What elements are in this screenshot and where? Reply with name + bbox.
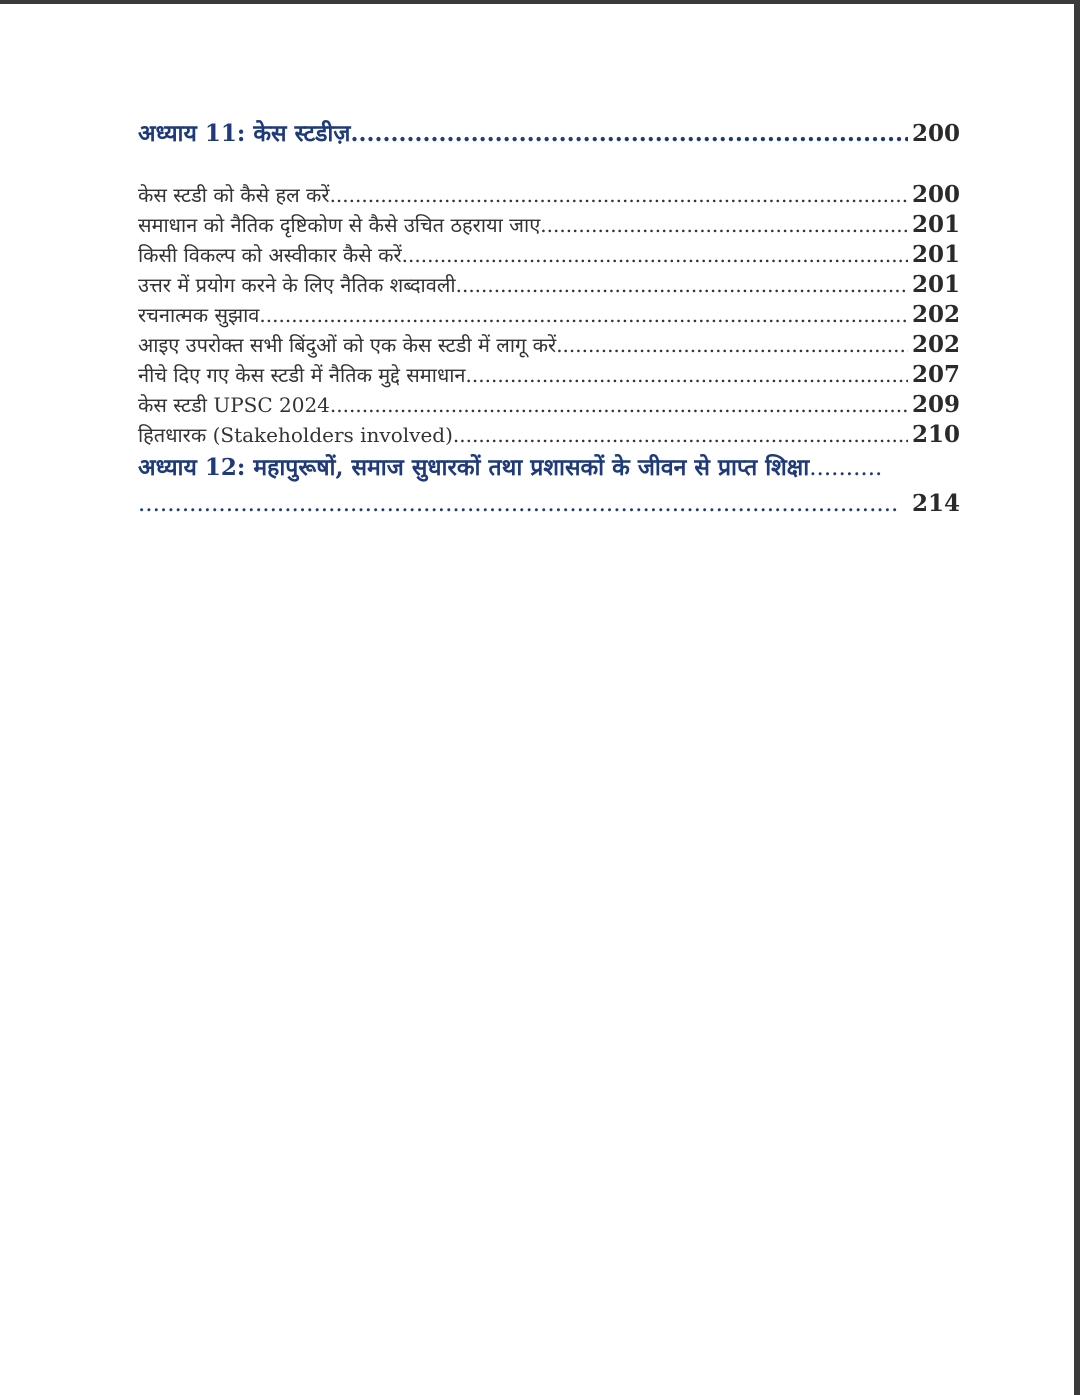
dot-leader: .......... [809, 455, 883, 481]
page-number: 202 [911, 331, 960, 358]
chapter-12-heading[interactable] [138, 450, 960, 522]
entry-title: उत्तर में प्रयोग करने के लिए नैतिक शब्दावली [138, 273, 456, 297]
page-number: 214 [911, 490, 960, 517]
dot-leader [453, 420, 908, 450]
page-frame-right [1074, 0, 1080, 1395]
dot-leader [466, 360, 908, 390]
page-number: 202 [911, 301, 960, 328]
chapter-11-heading[interactable] [138, 116, 960, 152]
dot-leader [556, 330, 908, 360]
entry-title: समाधान को नैतिक दृष्टिकोण से कैसे उचित ठहराया जाए [138, 213, 541, 237]
dot-leader [330, 390, 908, 420]
dot-leader [540, 210, 908, 240]
entry-title: किसी विकल्प को अस्वीकार कैसे करें [138, 243, 402, 267]
page-number: 200 [911, 120, 960, 147]
entry-title: नीचे दिए गए केस स्टडी में नैतिक मुद्दे समाधान [138, 363, 466, 387]
dot-leader [350, 116, 908, 152]
page-number: 201 [911, 241, 960, 268]
page-number: 201 [911, 211, 960, 238]
dot-leader [138, 486, 898, 522]
dot-leader [402, 240, 908, 270]
entry-title: केस स्टडी को कैसे हल करें [138, 183, 330, 207]
toc-entry[interactable] [138, 330, 960, 360]
table-of-contents [138, 116, 960, 522]
chapter-title-line [138, 450, 980, 486]
toc-entry[interactable] [138, 210, 960, 240]
toc-entry[interactable] [138, 270, 960, 300]
toc-entry[interactable] [138, 360, 960, 390]
toc-entry[interactable] [138, 180, 960, 210]
chapter-title: अध्याय 11: केस स्टडीज़ [138, 120, 351, 147]
spacer [138, 152, 960, 180]
page-number: 200 [911, 181, 960, 208]
chapter-leader-line [138, 486, 960, 522]
page-number: 209 [911, 391, 960, 418]
entry-title: केस स्टडी UPSC 2024 [138, 393, 330, 417]
entry-title: आइए उपरोक्त सभी बिंदुओं को एक केस स्टडी में लागू करें [138, 333, 557, 357]
entry-title: रचनात्मक सुझाव [138, 303, 260, 327]
chapter-title: अध्याय 12: महापुरूषों, समाज सुधारकों तथा प्रशासकों के जीवन से प्राप्त शिक्षा [138, 454, 810, 481]
dot-leader [456, 270, 908, 300]
page-number: 207 [911, 361, 960, 388]
page-number: 210 [911, 421, 960, 448]
dot-leader [330, 180, 908, 210]
entry-title: हितधारक (Stakeholders involved) [138, 423, 453, 447]
toc-entry[interactable] [138, 390, 960, 420]
page-number: 201 [911, 271, 960, 298]
page-frame-top [0, 0, 1080, 4]
toc-entry[interactable] [138, 240, 960, 270]
dot-leader [259, 300, 908, 330]
toc-entry[interactable] [138, 420, 960, 450]
toc-entry[interactable] [138, 300, 960, 330]
